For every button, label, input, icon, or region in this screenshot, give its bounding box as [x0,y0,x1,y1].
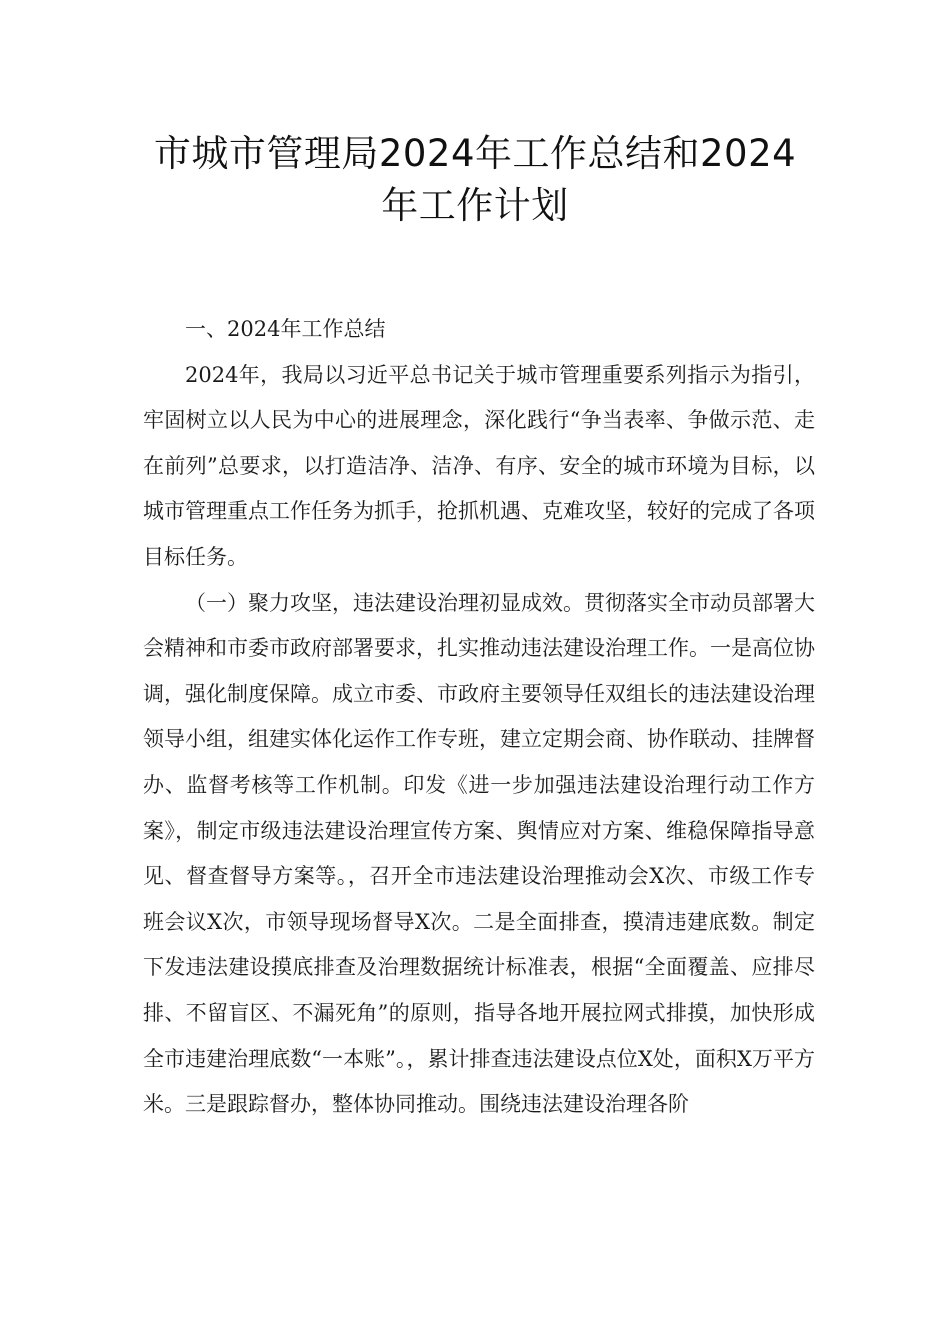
title-line-1: 市城市管理局2024年工作总结和2024 [153,132,797,175]
paragraph-violation-governance: （一）聚力攻坚，违法建设治理初显成效。贯彻落实全市动员部署大会精神和市委市政府部署要求，扎实推动违法建设治理工作。一是高位协调，强化制度保障。成立市委、市政府主要领导任双组长的违法建设治理领导小组，组建实体化运作工作专班，建立定期会商、协作联动、挂牌督办、监督考核等工作机制。印发《进一步加强违法建设治理行动工作方案》，制定市级违法建设治理宣传方案、舆情应对方案、维稳保障指导意见、督查督导方案等。，召开全市违法建设治理推动会X次、市级工作专班会议X次，市领导现场督导X次。二是全面排查，摸清违建底数。制定下发违法建设摸底排查及治理数据统计标准表，根据“全面覆盖、应排尽排、不留盲区、不漏死角”的原则，指导各地开展拉网式排摸，加快形成全市违建治理底数“一本账”。，累计排查违法建设点位X处，面积X万平方米。三是跟踪督办，整体协同推动。围绕违法建设治理各阶 [143,590,815,1117]
section-heading: 一、2024年工作总结 [185,317,386,341]
paragraph-intro: 2024年，我局以习近平总书记关于城市管理重要系列指示为指引，牢固树立以人民为中心的进展理念，深化践行“争当表率、争做示范、走在前列”总要求，以打造洁净、洁净、有序、安全的城市环境为目标，以城市管理重点工作任务为抓手，抢抓机遇、克难攻坚，较好的完成了各项目标任务。 [143,362,815,569]
document-body [143,307,815,1128]
title-line-2: 年工作计划 [381,184,569,227]
document-title [110,128,840,232]
